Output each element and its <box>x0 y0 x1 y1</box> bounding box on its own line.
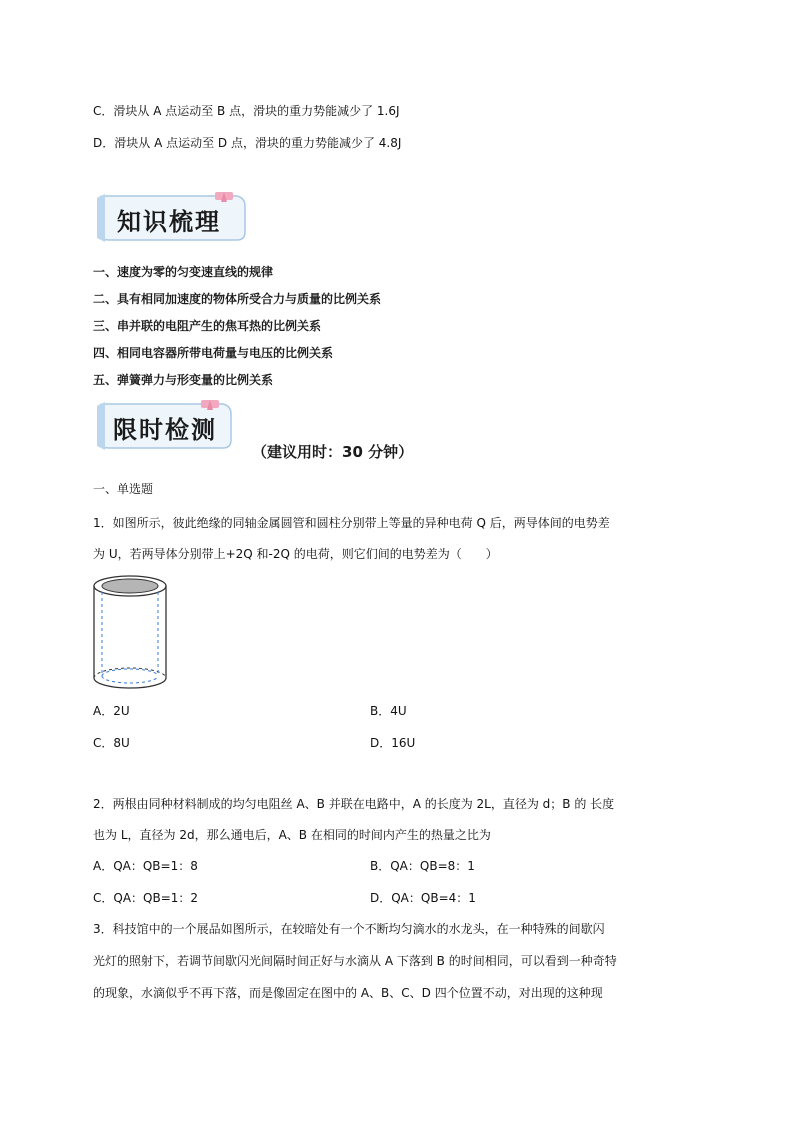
knowledge-banner <box>95 192 255 244</box>
q2-option-d: D．QA：QB=4：1 <box>370 891 476 905</box>
q1-option-c: C．8U <box>93 736 130 750</box>
test-banner <box>95 400 240 452</box>
option-text: 滑块从 A 点运动至 D 点，滑块的重力势能减少了 4.8J <box>114 136 402 150</box>
q2-stem-line1: 2．两根由同种材料制成的均匀电阻丝 A、B 并联在电路中，A 的长度为 2L，直径为 d；B 的 长度 <box>93 797 615 811</box>
q3-stem-line2: 光灯的照射下，若调节间歇闪光间隔时间正好与水滴从 A 下落到 B 的时间相同，可以看到一种奇特 <box>93 954 617 968</box>
q3-stem-line3: 的现象，水滴似乎不再下落，而是像固定在图中的 A、B、C、D 四个位置不动，对出现的这种现 <box>93 986 603 1000</box>
knowledge-item: 一、速度为零的匀变速直线的规律 <box>93 265 274 279</box>
option-c-prev-line <box>93 102 400 119</box>
knowledge-item: 五、弹簧弹力与形变量的比例关系 <box>93 373 274 387</box>
q1-option-b: B．4U <box>370 704 407 718</box>
test-title: 限时检测 <box>113 415 217 444</box>
q1-option-a: A．2U <box>93 704 130 718</box>
option-text: 滑块从 A 点运动至 B 点，滑块的重力势能减少了 1.6J <box>113 104 400 118</box>
q3-stem-line1: 3．科技馆中的一个展品如图所示，在较暗处有一个不断均匀滴水的水龙头，在一种特殊的间歇闪 <box>93 922 605 936</box>
q2-stem-line2: 也为 L，直径为 2d，那么通电后，A、B 在相同的时间内产生的热量之比为 <box>93 828 491 842</box>
knowledge-item: 三、串并联的电阻产生的焦耳热的比例关系 <box>93 319 322 333</box>
q1-option-d: D．16U <box>370 736 416 750</box>
section-title: 一、单选题 <box>93 482 154 496</box>
knowledge-item: 二、具有相同加速度的物体所受合力与质量的比例关系 <box>93 292 382 306</box>
time-note: （建议用时：30 分钟） <box>252 443 414 461</box>
option-letter: C． <box>93 104 114 118</box>
q2-option-a: A．QA：QB=1：8 <box>93 859 198 873</box>
option-d-prev-line <box>93 134 401 151</box>
knowledge-title: 知识梳理 <box>117 207 221 236</box>
q2-option-b: B．QA：QB=8：1 <box>370 859 475 873</box>
q2-option-c: C．QA：QB=1：2 <box>93 891 199 905</box>
q1-stem-line1: 1．如图所示，彼此绝缘的同轴金属圆管和圆柱分别带上等量的异种电荷 Q 后，两导体间的电势差 <box>93 516 610 530</box>
knowledge-item: 四、相同电容器所带电荷量与电压的比例关系 <box>93 346 334 360</box>
coaxial-cylinder-figure <box>90 572 170 694</box>
option-letter: D． <box>93 136 115 150</box>
q1-stem-line2: 为 U，若两导体分别带上+2Q 和-2Q 的电荷，则它们间的电势差为（ ） <box>93 547 498 561</box>
